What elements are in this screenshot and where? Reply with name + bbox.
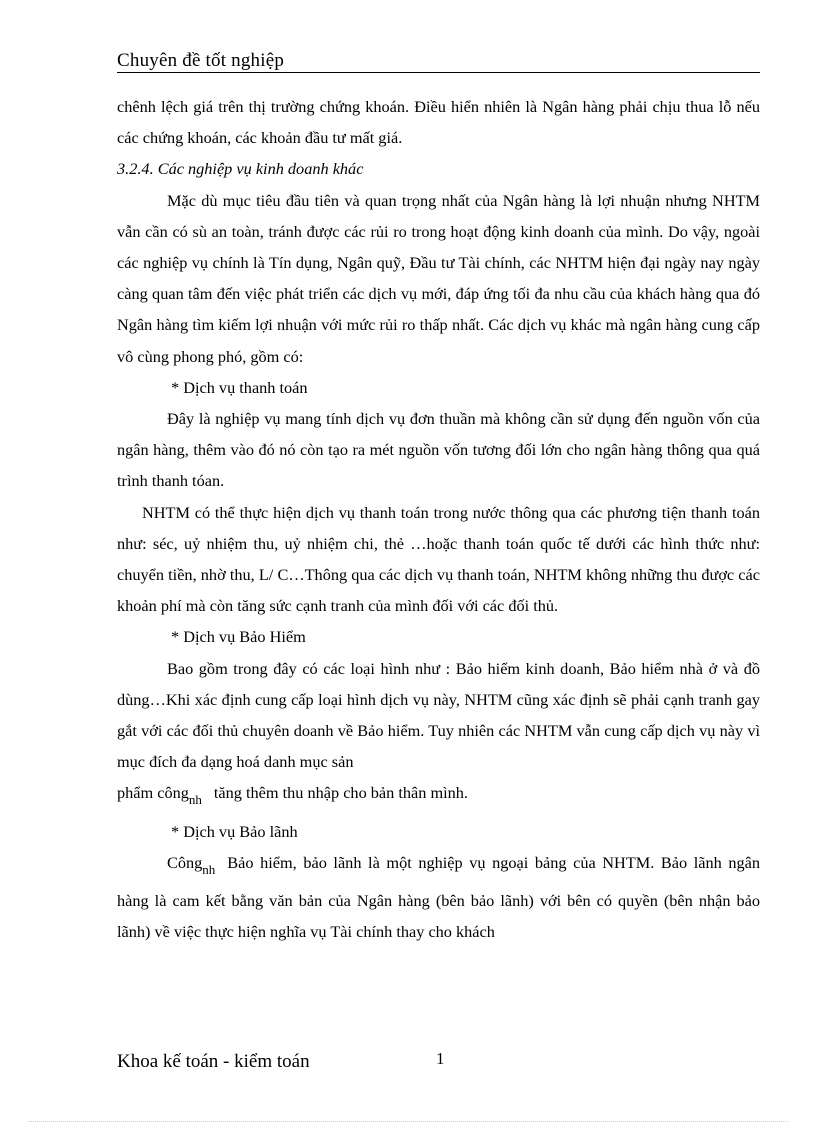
page-number: 1 <box>436 1049 445 1068</box>
guarantee-text: Bảo hiểm, bảo lãnh là một nghiệp vụ ngoại bảng của NHTM. Bảo lãnh ngân hàng là cam kết bằng văn bản của Ngân hàng (bên bảo lãnh) với bên có quyền (bên nhận bảo lãnh) về việc thực hiện nghĩa vụ Tài chính thay cho khách <box>117 852 760 942</box>
paragraph-insurance-service <box>117 653 760 778</box>
guarantee-start: Công <box>167 852 203 872</box>
insurance-tail-subscript: nh <box>188 792 202 808</box>
page-header-title: Chuyên đề tốt nghiệp <box>117 50 285 71</box>
bullet-insurance-service: * Dịch vụ Bảo Hiểm <box>171 627 306 647</box>
header-rule <box>117 72 760 73</box>
guarantee-subscript: nh <box>202 861 216 877</box>
paragraph-intro: Mặc dù mục tiêu đầu tiên và quan trọng nhất của Ngân hàng là lợi nhuận nhưng NHTM vẫn cần có sù an toàn, tránh được các rủi ro trong hoạt động kinh doanh của mình. Do vậy, ngoài các nghiệp vụ chính là Tín dụng, Ngân quỹ, Đầu tư Tài chính, các NHTM hiện đại ngày nay ngày càng quan tâm đến việc phát triển các dịch vụ mới, đáp ứng tối đa nhu cầu của khách hàng qua đó Ngân hàng tìm kiếm lợi nhuận với mức rủi ro thấp nhất. Các dịch vụ khác mà ngân hàng cung cấp vô cùng phong phó, gồm có: <box>117 190 760 366</box>
bullet-payment-service: * Dịch vụ thanh toán <box>171 377 308 397</box>
paragraph-payment-methods: NHTM có thể thực hiện dịch vụ thanh toán trong nước thông qua các phương tiện thanh toán như: séc, uỷ nhiệm thu, uỷ nhiệm chi, thẻ …hoặc thanh toán quốc tế dưới các hình thức như: chuyển tiền, nhờ thu, L/ C…Thông qua các dịch vụ thanh toán, NHTM không những thu được các khoản phí mà còn tăng sức cạnh tranh của mình đối với các đối thủ. <box>117 502 760 616</box>
insurance-tail-end: tăng thêm thu nhập cho bản thân mình. <box>213 783 469 803</box>
section-heading: 3.2.4. Các nghiệp vụ kinh doanh khác <box>117 159 364 179</box>
insurance-tail-start: phẩm công <box>117 783 189 803</box>
paragraph-payment-service: Đây là nghiệp vụ mang tính dịch vụ đơn thuần mà không cần sử dụng đến nguồn vốn của ngân hàng, thêm vào đó nó còn tạo ra mét nguồn vốn tương đối lớn cho ngân hàng thông qua quá trình thanh tóan. <box>117 409 760 491</box>
paragraph-continuation: chênh lệch giá trên thị trường chứng khoán. Điều hiển nhiên là Ngân hàng phải chịu thua lỗ nếu các chứng khoán, các khoản đầu tư mất giá. <box>117 97 760 148</box>
bullet-guarantee-service: * Dịch vụ Bảo lãnh <box>171 821 298 841</box>
paragraph-insurance-tail <box>117 777 760 815</box>
paragraph-guarantee-service <box>117 847 760 948</box>
page-bottom-divider <box>28 1121 788 1122</box>
document-body <box>117 91 760 947</box>
footer-department: Khoa kế toán - kiểm toán <box>117 1051 310 1072</box>
insurance-text: Bao gồm trong đây có các loại hình như : Bảo hiểm kinh doanh, Bảo hiểm nhà ở và đồ dùng…Khi xác định cung cấp loại hình dịch vụ này, NHTM cũng xác định sẽ phải cạnh tranh gay gắt với các đối thủ chuyên doanh về Bảo hiểm. Tuy nhiên các NHTM vẫn cung cấp dịch vụ này vì mục đích đa dạng hoá danh mục sản <box>117 658 760 772</box>
